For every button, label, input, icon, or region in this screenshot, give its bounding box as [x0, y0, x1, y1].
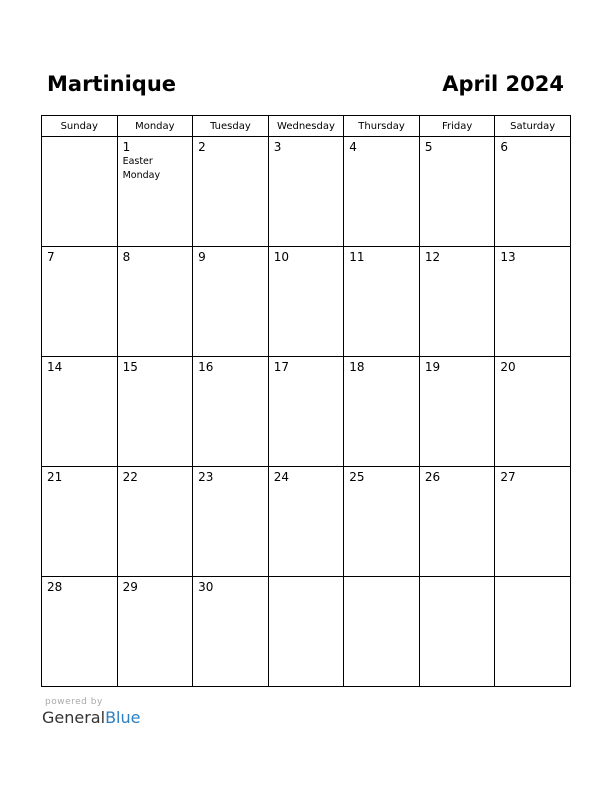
day-number: 27 — [500, 470, 516, 484]
day-number: 12 — [424, 250, 441, 264]
weekday-header: Wednesday — [268, 116, 344, 137]
day-cell — [193, 577, 269, 687]
day-cell — [193, 357, 269, 467]
day-cell — [344, 357, 420, 467]
day-cell — [268, 357, 344, 467]
day-number: 11 — [349, 250, 365, 264]
week-row — [42, 357, 571, 467]
holiday-label: Easter Monday — [122, 156, 161, 181]
day-cell — [117, 577, 193, 687]
week-row — [42, 577, 571, 687]
day-cell — [495, 577, 571, 687]
day-cell — [193, 467, 269, 577]
calendar-grid — [41, 115, 571, 687]
logo-text-blue: Blue — [105, 708, 141, 727]
day-number: 30 — [198, 580, 214, 594]
day-number — [42, 137, 117, 140]
day-cell — [117, 467, 193, 577]
day-number: 17 — [273, 360, 289, 374]
day-cell — [268, 137, 344, 247]
day-cell — [344, 467, 420, 577]
day-number: 21 — [47, 470, 63, 484]
day-number: 8 — [122, 250, 131, 264]
day-number: 4 — [349, 140, 357, 154]
day-cell — [495, 467, 571, 577]
weekday-header: Thursday — [344, 116, 420, 137]
day-number: 3 — [273, 140, 282, 154]
day-cell — [344, 577, 420, 687]
day-cell — [42, 137, 118, 247]
day-number: 7 — [47, 250, 55, 264]
day-number: 28 — [47, 580, 63, 594]
day-cell — [193, 137, 269, 247]
day-number — [495, 577, 570, 580]
day-number: 20 — [500, 360, 516, 374]
week-row — [42, 137, 571, 247]
day-cell — [268, 467, 344, 577]
weekday-header: Tuesday — [193, 116, 269, 137]
day-number: 5 — [424, 140, 433, 154]
day-cell — [42, 247, 118, 357]
day-cell — [419, 357, 495, 467]
day-number: 26 — [424, 470, 441, 484]
day-number: 25 — [349, 470, 365, 484]
week-row — [42, 467, 571, 577]
day-number: 2 — [198, 140, 206, 154]
day-cell — [42, 577, 118, 687]
day-number: 18 — [349, 360, 365, 374]
weekday-header: Sunday — [42, 116, 118, 137]
generalblue-logo[interactable] — [42, 708, 140, 728]
day-cell — [268, 247, 344, 357]
day-cell — [193, 247, 269, 357]
day-cell — [419, 467, 495, 577]
day-number: 13 — [500, 250, 516, 264]
calendar-month-title: April 2024 — [442, 72, 564, 96]
weekday-header: Monday — [117, 116, 193, 137]
day-cell — [117, 247, 193, 357]
weekday-header: Saturday — [495, 116, 571, 137]
weekday-header-row — [42, 116, 571, 137]
day-cell — [344, 137, 420, 247]
day-cell — [495, 357, 571, 467]
week-row — [42, 247, 571, 357]
day-number: 15 — [122, 360, 138, 374]
day-number: 19 — [424, 360, 441, 374]
day-number: 23 — [198, 470, 214, 484]
day-cell — [117, 137, 193, 247]
day-cell — [42, 467, 118, 577]
day-number: 16 — [198, 360, 214, 374]
day-cell — [42, 357, 118, 467]
calendar-country-title: Martinique — [47, 72, 177, 96]
day-cell — [419, 247, 495, 357]
day-number: 6 — [500, 140, 509, 154]
day-cell — [495, 247, 571, 357]
day-cell — [419, 577, 495, 687]
day-number: 9 — [198, 250, 206, 264]
day-number: 24 — [273, 470, 289, 484]
day-cell — [117, 357, 193, 467]
day-number — [420, 577, 495, 580]
day-cell — [344, 247, 420, 357]
day-number: 14 — [47, 360, 63, 374]
day-number: 1 — [122, 140, 131, 154]
weekday-header: Friday — [419, 116, 495, 137]
day-number: 22 — [122, 470, 138, 484]
powered-by-text: powered by — [45, 697, 103, 707]
day-cell — [495, 137, 571, 247]
day-cell — [419, 137, 495, 247]
day-number: 10 — [273, 250, 289, 264]
day-cell — [268, 577, 344, 687]
day-number: 29 — [122, 580, 138, 594]
day-number — [269, 577, 344, 580]
logo-text-general: General — [42, 708, 106, 727]
day-number — [344, 577, 419, 580]
